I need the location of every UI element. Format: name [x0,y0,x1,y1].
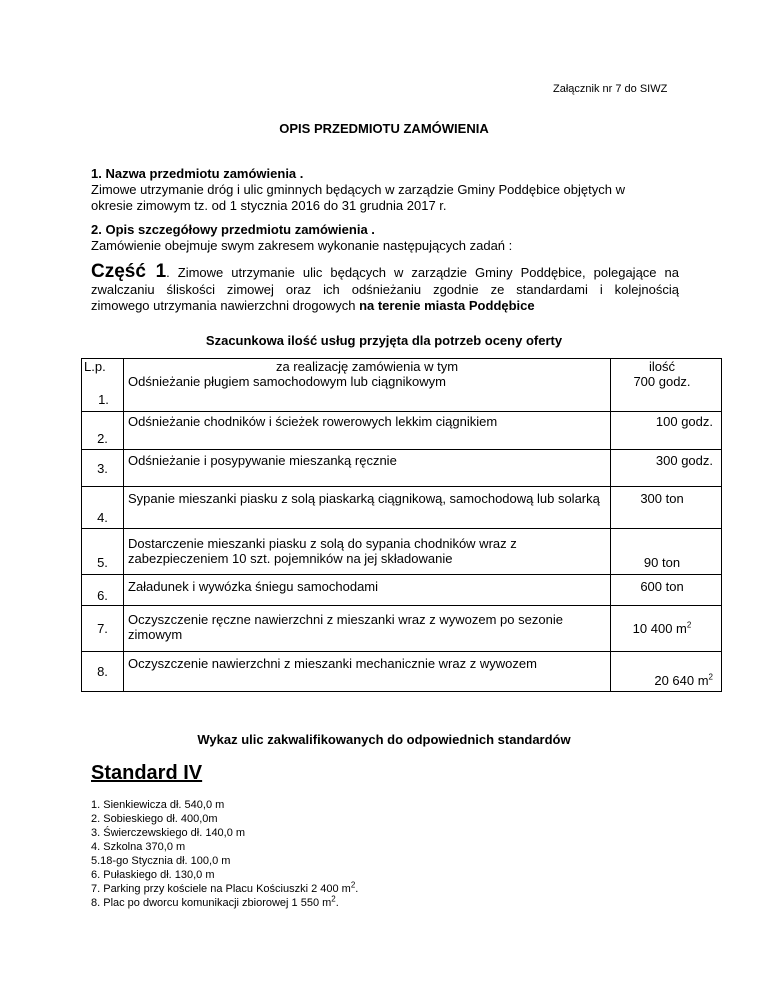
row-qty-sup: 2 [708,672,713,682]
part-1-line-3-text: zimowego utrzymania nawierzchni drogowych [91,298,360,313]
list-item: 2. Sobieskiego dł. 400,0m [91,813,218,825]
list-item-end: . [355,883,359,895]
section-1-line-2: okresie zimowym tz. od 1 stycznia 2016 do 31 grudnia 2017 r. [91,198,447,213]
part-1-line-1 [91,261,679,282]
part-1-label: Część 1 [91,261,167,282]
list-item: 6. Pułaskiego dł. 130,0 m [91,869,215,881]
row-desc: Dostarczenie mieszanki piasku z solą do sypania chodników wraz z zabezpieczeniem 10 szt. pojemników na jej składowanie [124,529,611,575]
services-table [81,358,722,692]
row-qty-cell [611,606,722,652]
table-row [82,606,722,652]
table-cell [82,359,124,412]
list-item: 5.18-go Stycznia dł. 100,0 m [91,855,231,867]
row-number: 1. [98,392,109,407]
row-desc: Odśnieżanie chodników i ścieżek rowerowych lekkim ciągnikiem [124,412,611,450]
header-lp: L.p. [84,359,106,374]
table-row [82,575,722,606]
list-item-sup: 2 [331,894,336,904]
streets-title: Wykaz ulic zakwalifikowanych do odpowiednich standardów [197,732,571,747]
part-1-line-3-bold: na terenie miasta Poddębice [359,298,535,313]
list-item-text: 7. Parking przy kościele na Placu Kościuszki 2 400 m [91,883,351,895]
table-title: Szacunkowa ilość usług przyjęta dla potrzeb oceny oferty [205,333,563,348]
row-desc: Załadunek i wywózka śniegu samochodami [124,575,611,606]
table-row [82,412,722,450]
list-item [91,896,358,910]
row-qty: 300 ton [611,487,722,529]
table-row [82,359,722,412]
section-2-heading: 2. Opis szczegółowy przedmiotu zamówienia . [91,222,375,237]
row-qty-cell [611,652,722,692]
section-1-line-1: Zimowe utrzymanie dróg i ulic gminnych będących w zarządzie Gminy Poddębice objętych w [91,182,625,197]
list-item: 3. Świerczewskiego dł. 140,0 m [91,827,246,839]
table-cell [611,359,722,412]
row-number: 3. [82,450,124,487]
row-desc: Odśnieżanie pługiem samochodowym lub ciągnikowym [128,374,446,389]
section-2 [91,222,691,254]
part-1-line-2: zwalczaniu śliskości zimowej oraz ich odśnieżaniu zgodnie ze standardami i kolejnością [91,282,679,297]
row-number: 7. [82,606,124,652]
row-desc: Sypanie mieszanki piasku z solą piaskarką ciągnikową, samochodową lub solarką [124,487,611,529]
row-desc: Odśnieżanie i posypywanie mieszanką ręcznie [124,450,611,487]
list-item-text: 8. Plac po dworcu komunikacji zbiorowej 1 550 m [91,897,332,909]
section-2-line-1: Zamówienie obejmuje swym zakresem wykonanie następujących zadań : [91,238,513,253]
row-number: 8. [82,652,124,692]
part-1-description [91,261,679,314]
row-desc: Oczyszczenie ręczne nawierzchni z mieszanki wraz z wywozem po sezonie zimowym [124,606,611,652]
row-qty-sup: 2 [686,620,692,630]
header-desc: za realizację zamówienia w tym [275,359,459,374]
list-item: 1. Sienkiewicza dł. 540,0 m [91,799,225,811]
row-qty: 600 ton [611,575,722,606]
list-item-sup: 2 [350,880,356,890]
annex-label: Załącznik nr 7 do SIWZ [553,83,668,95]
list-item: 4. Szkolna 370,0 m [91,841,186,853]
row-qty: 90 ton [611,529,722,575]
row-qty: 10 400 m [632,621,687,636]
part-1-line-1-text: . Zimowe utrzymanie ulic będących w zarządzie Gminy Poddębice, polegające na [166,265,679,280]
list-item-end: . [335,897,339,909]
row-number: 4. [82,487,124,529]
row-qty: 300 godz. [611,450,722,487]
section-1 [91,166,691,214]
table-row [82,652,722,692]
row-qty: 100 godz. [611,412,722,450]
table-cell [124,359,611,412]
row-number: 2. [82,412,124,450]
table-row [82,450,722,487]
row-number: 5. [82,529,124,575]
table-row [82,529,722,575]
table-row [82,487,722,529]
page-title: OPIS PRZEDMIOTU ZAMÓWIENIA [279,121,489,136]
header-qty: ilość [648,359,675,374]
streets-list [91,798,358,910]
row-number: 6. [82,575,124,606]
standard-heading: Standard IV [91,762,203,784]
row-qty: 700 godz. [633,374,691,389]
list-item [91,882,358,896]
part-1-line-3 [91,298,679,314]
section-1-heading: 1. Nazwa przedmiotu zamówienia . [91,166,304,181]
row-qty: 20 640 m [654,673,709,688]
row-desc: Oczyszczenie nawierzchni z mieszanki mechanicznie wraz z wywozem [124,652,611,692]
